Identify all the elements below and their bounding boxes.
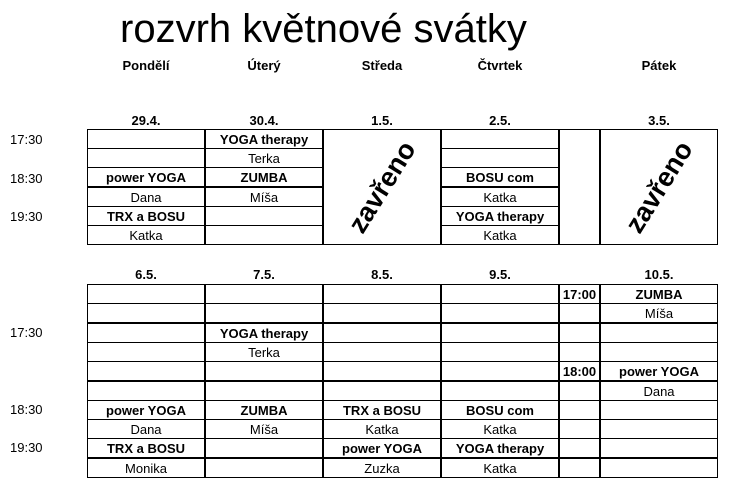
schedule-cell: [323, 323, 441, 343]
schedule-cell: [600, 323, 718, 343]
schedule-cell: Míša: [600, 303, 718, 323]
schedule-cell: [205, 438, 323, 458]
schedule-cell: [205, 361, 323, 381]
date-header: 1.5.: [371, 113, 393, 128]
schedule-cell: [87, 342, 205, 362]
time-cell: [559, 303, 600, 323]
schedule-cell: BOSU com: [441, 400, 559, 420]
schedule-cell: [87, 148, 205, 168]
schedule-cell: Katka: [441, 419, 559, 439]
date-header: 30.4.: [249, 113, 279, 128]
schedule-cell: [87, 303, 205, 323]
schedule-cell: [600, 438, 718, 458]
schedule-cell: YOGA therapy: [441, 206, 559, 226]
schedule-cell: TRX a BOSU: [87, 438, 205, 458]
schedule-cell: Katka: [87, 225, 205, 245]
date-header: 10.5.: [644, 267, 674, 282]
schedule-cell: YOGA therapy: [441, 438, 559, 458]
schedule-cell: TRX a BOSU: [323, 400, 441, 420]
schedule-cell: [441, 361, 559, 381]
schedule-cell: [441, 323, 559, 343]
schedule-cell: [441, 129, 559, 149]
date-header: 9.5.: [489, 267, 511, 282]
schedule-cell: [205, 225, 323, 245]
day-header: Čtvrtek: [477, 58, 523, 73]
time-cell: 18:00: [559, 361, 600, 381]
date-header: 6.5.: [135, 267, 157, 282]
schedule-cell: [600, 419, 718, 439]
time-cell: 17:00: [559, 284, 600, 304]
closed-label: zavřeno: [618, 135, 699, 238]
date-header: 8.5.: [371, 267, 393, 282]
day-header: Úterý: [247, 58, 281, 73]
schedule-cell: [323, 361, 441, 381]
time-label: 18:30: [10, 402, 43, 417]
schedule-cell: [205, 381, 323, 401]
schedule-cell: Katka: [323, 419, 441, 439]
schedule-cell: [441, 284, 559, 304]
day-header: Středa: [361, 58, 403, 73]
schedule-cell: [205, 303, 323, 323]
schedule-cell: [87, 129, 205, 149]
schedule-cell: Terka: [205, 342, 323, 362]
time-cell: [559, 400, 600, 420]
schedule-cell: TRX a BOSU: [87, 206, 205, 226]
time-cell: [559, 342, 600, 362]
time-label: 19:30: [10, 440, 43, 455]
day-header: Pátek: [641, 58, 677, 73]
time-cell: [559, 323, 600, 343]
time-label: 19:30: [10, 209, 43, 224]
schedule-cell: ZUMBA: [205, 167, 323, 187]
schedule-cell: [87, 284, 205, 304]
schedule-cell: [600, 342, 718, 362]
date-header: 2.5.: [489, 113, 511, 128]
time-label: 17:30: [10, 132, 43, 147]
page-title: rozvrh květnové svátky: [120, 7, 527, 51]
schedule-cell: [87, 361, 205, 381]
schedule-cell: [323, 342, 441, 362]
schedule-cell: Monika: [87, 458, 205, 478]
schedule-cell: [323, 284, 441, 304]
schedule-cell: [600, 458, 718, 478]
schedule-cell: YOGA therapy: [205, 129, 323, 149]
schedule-cell: power YOGA: [323, 438, 441, 458]
schedule-cell: power YOGA: [87, 400, 205, 420]
schedule-cell: [87, 323, 205, 343]
schedule-cell: [441, 381, 559, 401]
schedule-cell: Míša: [205, 187, 323, 207]
schedule-cell: Terka: [205, 148, 323, 168]
time-label: 17:30: [10, 325, 43, 340]
time-label: 18:30: [10, 171, 43, 186]
time-cell: [559, 381, 600, 401]
schedule-cell: Dana: [87, 419, 205, 439]
schedule-cell: Katka: [441, 458, 559, 478]
date-header: 29.4.: [131, 113, 161, 128]
schedule-cell: YOGA therapy: [205, 323, 323, 343]
schedule-cell: [441, 303, 559, 323]
schedule-cell: [205, 458, 323, 478]
schedule-cell: ZUMBA: [205, 400, 323, 420]
schedule-cell: [323, 381, 441, 401]
schedule-cell: [205, 284, 323, 304]
schedule-cell: Dana: [600, 381, 718, 401]
schedule-cell: [600, 400, 718, 420]
day-header: Pondělí: [122, 58, 170, 73]
date-header: 7.5.: [253, 267, 275, 282]
schedule-cell: [87, 381, 205, 401]
schedule-cell: Dana: [87, 187, 205, 207]
schedule-cell: [441, 342, 559, 362]
time-cell: [559, 419, 600, 439]
schedule-cell: power YOGA: [600, 361, 718, 381]
schedule-cell: power YOGA: [87, 167, 205, 187]
time-cell: [559, 438, 600, 458]
schedule-cell: [323, 303, 441, 323]
schedule-cell: ZUMBA: [600, 284, 718, 304]
schedule-cell: BOSU com: [441, 167, 559, 187]
schedule-cell: Míša: [205, 419, 323, 439]
date-header: 3.5.: [648, 113, 670, 128]
schedule-cell: Katka: [441, 187, 559, 207]
schedule-cell: Zuzka: [323, 458, 441, 478]
closed-label: zavřeno: [341, 135, 422, 238]
time-cell: [559, 458, 600, 478]
schedule-cell: Katka: [441, 225, 559, 245]
